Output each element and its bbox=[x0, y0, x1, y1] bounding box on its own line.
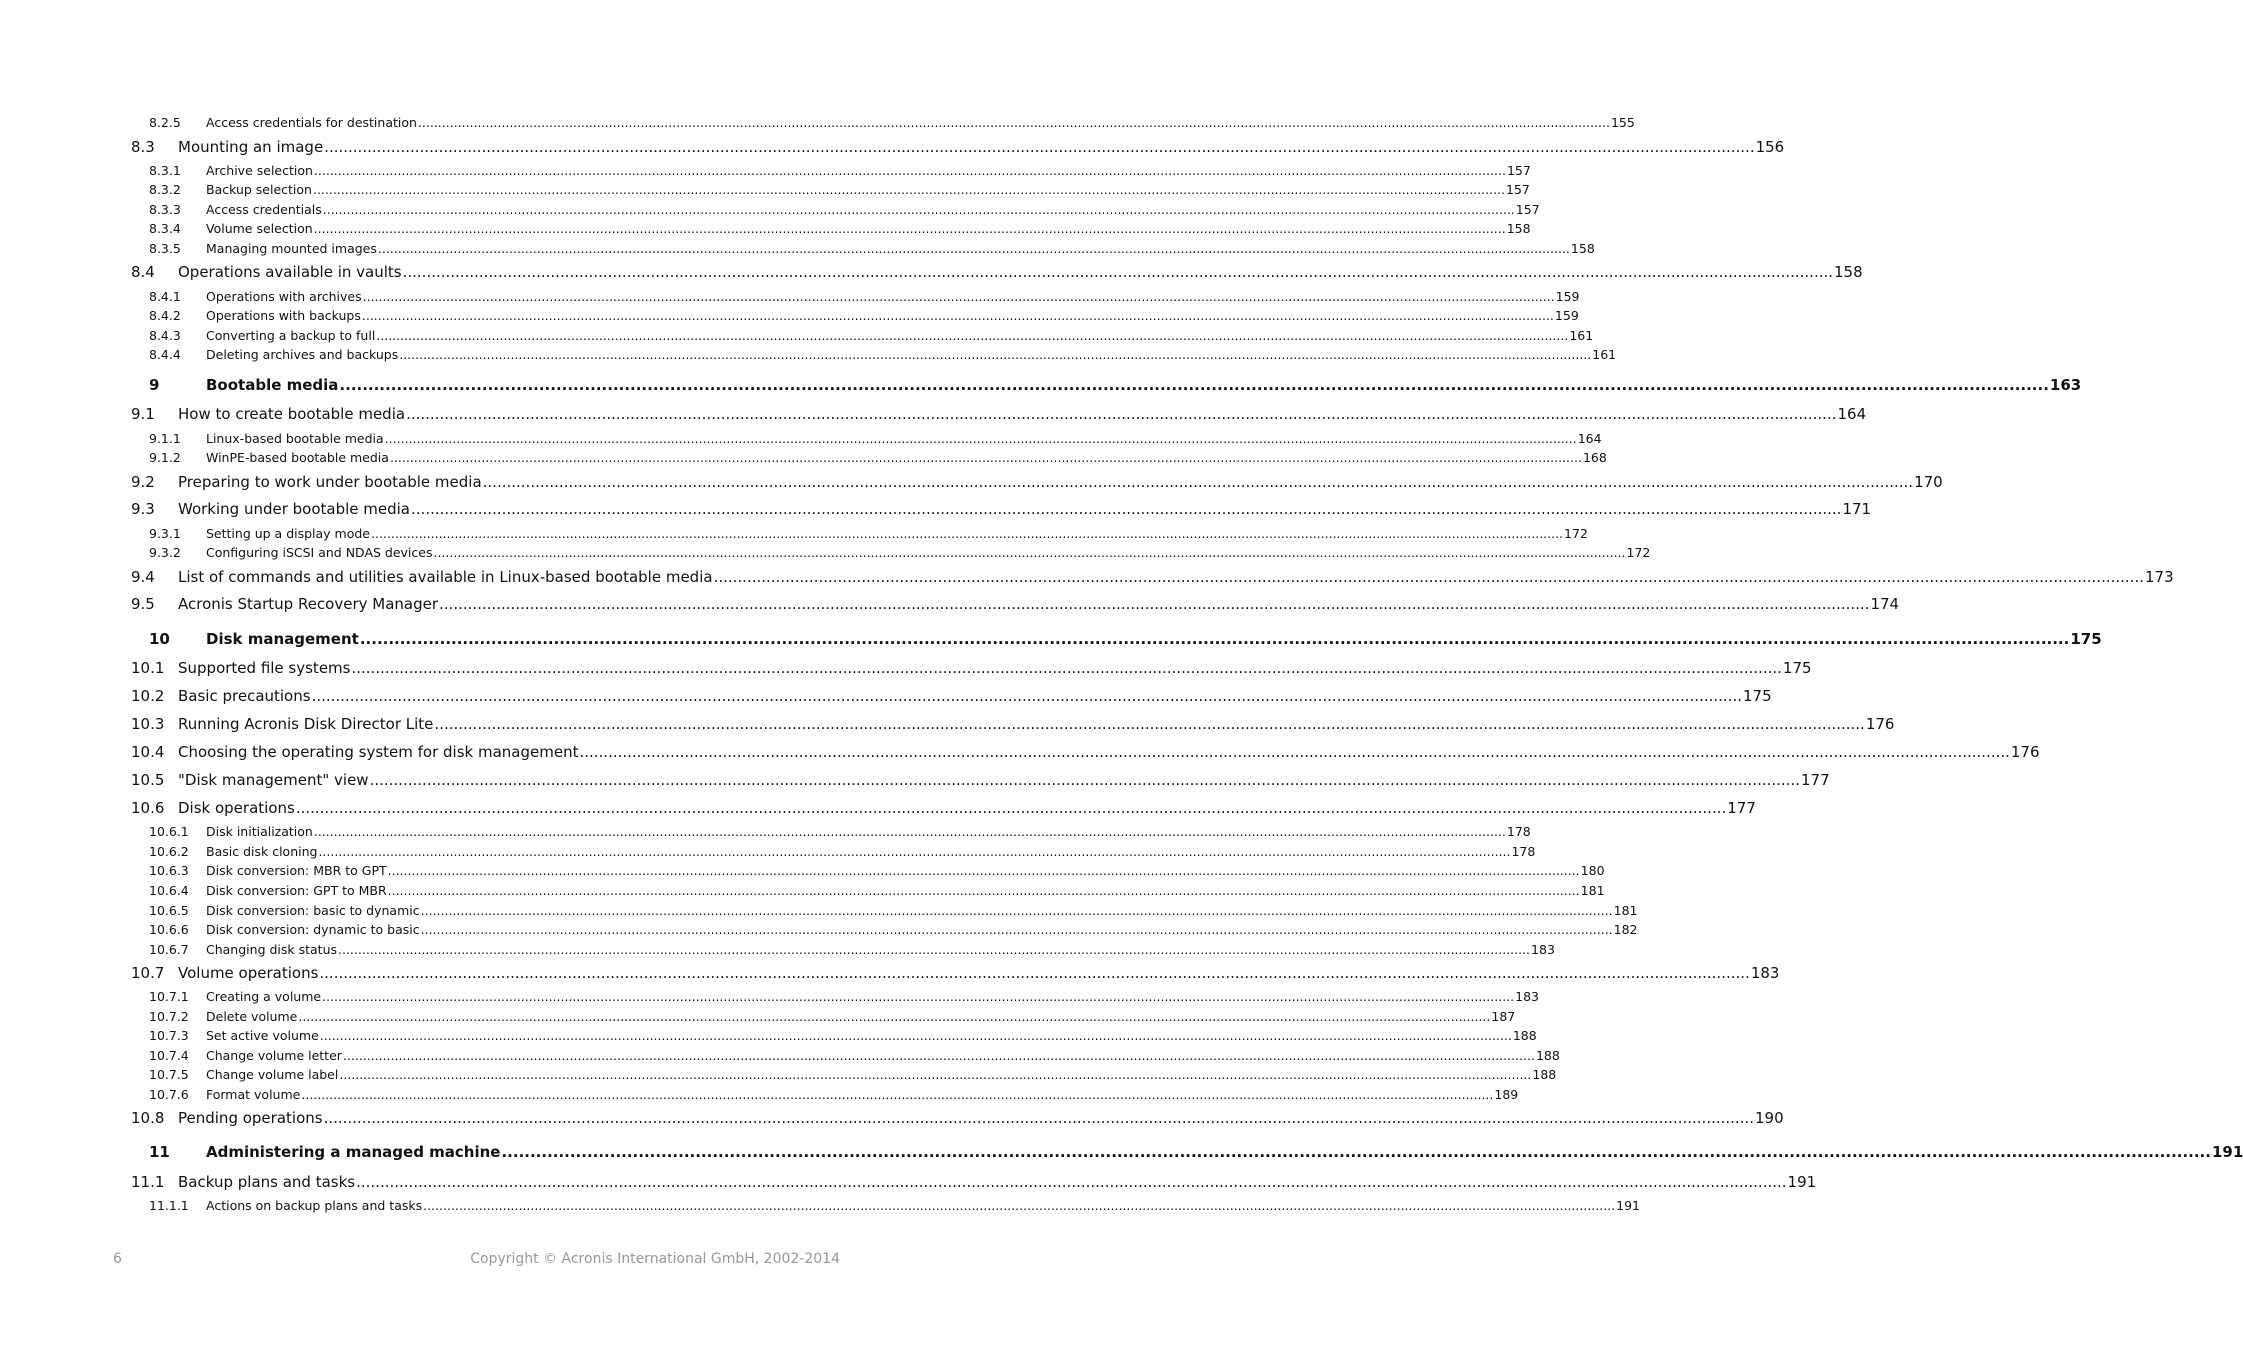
toc-entry-page: 183 bbox=[1531, 942, 1555, 957]
toc-entry-number: 8.3.4 bbox=[149, 221, 181, 236]
toc-entry-number: 8.3.2 bbox=[149, 182, 181, 197]
toc-leader-dots: ............................................................................................................................................................................................................................................................................................................ bbox=[417, 115, 1610, 130]
toc-entry-page: 178 bbox=[1511, 844, 1536, 859]
toc-entry-title: Archive selection bbox=[206, 163, 313, 178]
toc-entry-title: Converting a backup to full bbox=[206, 328, 376, 343]
toc-entry-title: Disk conversion: GPT to MBR bbox=[206, 883, 387, 898]
toc-entry-title: Pending operations bbox=[178, 1109, 323, 1127]
toc-entry-page: 177 bbox=[1727, 799, 1756, 817]
toc-entry-number: 9.3 bbox=[131, 500, 155, 518]
footer-copyright: Copyright © Acronis International GmbH, 2002-2014 bbox=[470, 1251, 840, 1267]
toc-entry-title: Format volume bbox=[206, 1087, 301, 1102]
toc-entry-title: Acronis Startup Recovery Manager bbox=[178, 595, 439, 613]
toc-entry-page: 170 bbox=[1914, 473, 1943, 491]
toc-entry-title: Setting up a display mode bbox=[206, 526, 371, 541]
toc-leader-dots: ............................................................................................................................................................................................................................................................................................................ bbox=[713, 568, 2144, 586]
toc-entry-page: 156 bbox=[1755, 138, 1785, 156]
toc-entry-page: 182 bbox=[1613, 922, 1638, 937]
toc-entry-title: Bootable media bbox=[206, 376, 339, 394]
toc-entry-number: 8.3.3 bbox=[149, 202, 181, 217]
toc-leader-dots: ............................................................................................................................................................................................................................................................................................................ bbox=[579, 743, 2010, 761]
toc-leader-dots: ............................................................................................................................................................................................................................................................................................................ bbox=[482, 473, 1914, 491]
toc-leader-dots: ............................................................................................................................................................................................................................................................................................................ bbox=[420, 922, 1613, 937]
toc-entry-title: Operations available in vaults bbox=[178, 263, 402, 281]
toc-entry-number: 10.6.3 bbox=[149, 863, 189, 878]
toc-entry-number: 9.1 bbox=[131, 405, 155, 423]
toc-leader-dots: ............................................................................................................................................................................................................................................................................................................ bbox=[433, 545, 1626, 560]
toc-entry-page: 176 bbox=[2010, 743, 2040, 761]
toc-entry-page: 161 bbox=[1592, 347, 1617, 362]
toc-entry-number: 8.3.5 bbox=[149, 241, 181, 256]
toc-entry-page: 177 bbox=[1801, 771, 1830, 789]
toc-entry-number: 8.4.1 bbox=[149, 289, 181, 304]
toc-entry-title: Operations with backups bbox=[206, 308, 361, 323]
toc-entry-title: Disk conversion: basic to dynamic bbox=[206, 903, 420, 918]
toc-entry-number: 11 bbox=[149, 1143, 170, 1161]
toc-entry-page: 157 bbox=[1506, 182, 1530, 197]
toc-entry-number: 8.4.2 bbox=[149, 308, 181, 323]
toc-leader-dots: ............................................................................................................................................................................................................................................................................................................ bbox=[312, 182, 1506, 197]
toc-leader-dots: ............................................................................................................................................................................................................................................................................................................ bbox=[387, 883, 1580, 898]
toc-leader-dots: ............................................................................................................................................................................................................................................................................................................ bbox=[351, 659, 1782, 677]
toc-leader-dots: ............................................................................................................................................................................................................................................................................................................ bbox=[318, 844, 1511, 859]
toc-entry-title: Actions on backup plans and tasks bbox=[206, 1198, 423, 1213]
toc-entry-number: 8.4.4 bbox=[149, 347, 181, 362]
toc-entry-page: 159 bbox=[1554, 308, 1579, 323]
toc-leader-dots: ............................................................................................................................................................................................................................................................................................................ bbox=[313, 163, 1506, 178]
toc-entry-page: 191 bbox=[1616, 1198, 1641, 1213]
toc-entry-title: Choosing the operating system for disk management bbox=[178, 743, 579, 761]
toc-entry-title: Change volume label bbox=[206, 1067, 339, 1082]
toc-entry-title: Basic precautions bbox=[178, 687, 311, 705]
toc-entry-number: 10.7.3 bbox=[149, 1028, 189, 1043]
toc-entry-title: Backup plans and tasks bbox=[178, 1173, 356, 1191]
toc-entry-number: 10.3 bbox=[131, 715, 165, 733]
toc-entry-page: 189 bbox=[1494, 1087, 1519, 1102]
toc-entry-number: 10.8 bbox=[131, 1109, 165, 1127]
toc-leader-dots: ............................................................................................................................................................................................................................................................................................................ bbox=[356, 1173, 1787, 1191]
toc-entry-number: 10.7 bbox=[131, 964, 165, 982]
toc-leader-dots: ............................................................................................................................................................................................................................................................................................................ bbox=[319, 1028, 1512, 1043]
toc-entry-title: List of commands and utilities available in Linux-based bootable media bbox=[178, 568, 713, 586]
toc-leader-dots: ............................................................................................................................................................................................................................................................................................................ bbox=[371, 526, 1564, 541]
toc-entry-page: 175 bbox=[1782, 659, 1812, 677]
toc-entry-number: 9.3.1 bbox=[149, 526, 181, 541]
toc-leader-dots: ............................................................................................................................................................................................................................................................................................................ bbox=[359, 630, 2070, 648]
toc-entry-number: 10.7.5 bbox=[149, 1067, 189, 1082]
toc-entry-number: 10.6.2 bbox=[149, 844, 189, 859]
toc-entry-title: WinPE-based bootable media bbox=[206, 450, 389, 465]
toc-entry-title: Set active volume bbox=[206, 1028, 319, 1043]
toc-entry-title: Working under bootable media bbox=[178, 500, 411, 518]
toc-entry-page: 176 bbox=[1865, 715, 1895, 733]
toc-entry-number: 9.3.2 bbox=[149, 545, 181, 560]
toc-entry-number: 10 bbox=[149, 630, 170, 648]
toc-entry-number: 10.7.6 bbox=[149, 1087, 189, 1102]
toc-leader-dots: ............................................................................................................................................................................................................................................................................................................ bbox=[361, 308, 1554, 323]
toc-entry-title: Disk conversion: dynamic to basic bbox=[206, 922, 420, 937]
toc-entry-title: Volume selection bbox=[206, 221, 313, 236]
toc-entry-number: 10.6.7 bbox=[149, 942, 189, 957]
toc-entry-title: Changing disk status bbox=[206, 942, 338, 957]
toc-entry-page: 188 bbox=[1532, 1067, 1557, 1082]
toc-entry-number: 9 bbox=[149, 376, 160, 394]
toc-entry-number: 10.4 bbox=[131, 743, 165, 761]
toc-leader-dots: ............................................................................................................................................................................................................................................................................................................ bbox=[399, 347, 1592, 362]
toc-entry-page: 157 bbox=[1506, 163, 1531, 178]
toc-leader-dots: ............................................................................................................................................................................................................................................................................................................ bbox=[362, 289, 1555, 304]
toc-entry-page: 188 bbox=[1535, 1048, 1560, 1063]
toc-entry-title: Change volume letter bbox=[206, 1048, 342, 1063]
toc-entry-number: 10.2 bbox=[131, 687, 165, 705]
toc-leader-dots: ............................................................................................................................................................................................................................................................................................................ bbox=[298, 1009, 1491, 1024]
toc-entry-number: 10.6.1 bbox=[149, 824, 189, 839]
toc-entry-title: Deleting archives and backups bbox=[206, 347, 399, 362]
toc-entry-number: 10.6.5 bbox=[149, 903, 189, 918]
toc-entry-number: 10.5 bbox=[131, 771, 165, 789]
toc-leader-dots: ............................................................................................................................................................................................................................................................................................................ bbox=[439, 595, 1870, 613]
toc-leader-dots: ............................................................................................................................................................................................................................................................................................................ bbox=[295, 799, 1727, 817]
toc-entry-title: Configuring iSCSI and NDAS devices bbox=[206, 545, 433, 560]
toc-entry-title: Delete volume bbox=[206, 1009, 298, 1024]
toc-leader-dots: ............................................................................................................................................................................................................................................................................................................ bbox=[423, 1198, 1616, 1213]
toc-leader-dots: ............................................................................................................................................................................................................................................................................................................ bbox=[301, 1087, 1494, 1102]
toc-entry-title: How to create bootable media bbox=[178, 405, 406, 423]
toc-entry-page: 181 bbox=[1613, 903, 1638, 918]
toc-entry-page: 158 bbox=[1506, 221, 1531, 236]
toc-entry-page: 174 bbox=[1870, 595, 1900, 613]
toc-entry-title: Operations with archives bbox=[206, 289, 362, 304]
toc-entry-page: 164 bbox=[1837, 405, 1867, 423]
toc-leader-dots: ............................................................................................................................................................................................................................................................................................................ bbox=[313, 824, 1506, 839]
toc-entry-page: 180 bbox=[1580, 863, 1605, 878]
toc-leader-dots: ............................................................................................................................................................................................................................................................................................................ bbox=[338, 942, 1531, 957]
toc-entry-title: Disk management bbox=[206, 630, 359, 648]
toc-entry-number: 9.5 bbox=[131, 595, 155, 613]
toc-entry-page: 172 bbox=[1626, 545, 1651, 560]
toc-entry-page: 158 bbox=[1570, 241, 1595, 256]
toc-entry-number: 8.3.1 bbox=[149, 163, 181, 178]
toc-entry-page: 163 bbox=[2049, 376, 2082, 394]
toc-entry-number: 10.6.6 bbox=[149, 922, 189, 937]
toc-entry-page: 168 bbox=[1582, 450, 1607, 465]
toc-entry-number: 11.1.1 bbox=[149, 1198, 189, 1213]
toc-entry-page: 158 bbox=[1834, 263, 1863, 281]
toc-entry-title: Mounting an image bbox=[178, 138, 324, 156]
toc-entry-number: 9.2 bbox=[131, 473, 155, 491]
toc-entry-page: 190 bbox=[1755, 1109, 1784, 1127]
toc-entry-number: 8.3 bbox=[131, 138, 155, 156]
toc-leader-dots: ............................................................................................................................................................................................................................................................................................................ bbox=[313, 221, 1506, 236]
toc-entry-page: 191 bbox=[1787, 1173, 1817, 1191]
toc-leader-dots: ............................................................................................................................................................................................................................................................................................................ bbox=[406, 405, 1837, 423]
toc-entry-page: 183 bbox=[1750, 964, 1780, 982]
toc-leader-dots: ............................................................................................................................................................................................................................................................................................................ bbox=[323, 1109, 1754, 1127]
toc-leader-dots: ............................................................................................................................................................................................................................................................................................................ bbox=[339, 1067, 1532, 1082]
toc-leader-dots: ............................................................................................................................................................................................................................................................................................................ bbox=[376, 328, 1569, 343]
toc-entry-title: Supported file systems bbox=[178, 659, 351, 677]
toc-entry-number: 9.1.2 bbox=[149, 450, 181, 465]
toc-entry-number: 10.6 bbox=[131, 799, 165, 817]
toc-entry-page: 171 bbox=[1842, 500, 1872, 518]
toc-leader-dots: ............................................................................................................................................................................................................................................................................................................ bbox=[434, 715, 1865, 733]
toc-leader-dots: ............................................................................................................................................................................................................................................................................................................ bbox=[339, 376, 2049, 394]
toc-leader-dots: ............................................................................................................................................................................................................................................................................................................ bbox=[322, 989, 1515, 1004]
toc-entry-number: 10.7.2 bbox=[149, 1009, 189, 1024]
toc-leader-dots: ............................................................................................................................................................................................................................................................................................................ bbox=[384, 431, 1577, 446]
toc-entry-title: Backup selection bbox=[206, 182, 312, 197]
toc-entry-title: Creating a volume bbox=[206, 989, 322, 1004]
toc-entry-page: 159 bbox=[1555, 289, 1580, 304]
toc-entry-page: 161 bbox=[1569, 328, 1594, 343]
toc-entry-number: 10.7.1 bbox=[149, 989, 189, 1004]
toc-entry-page: 175 bbox=[2070, 630, 2102, 648]
toc-entry-title: Basic disk cloning bbox=[206, 844, 318, 859]
toc-entry-title: Disk conversion: MBR to GPT bbox=[206, 863, 387, 878]
toc-entry-title: Disk initialization bbox=[206, 824, 313, 839]
toc-entry-page: 175 bbox=[1742, 687, 1772, 705]
toc-entry-page: 188 bbox=[1512, 1028, 1537, 1043]
toc-leader-dots: ............................................................................................................................................................................................................................................................................................................ bbox=[389, 450, 1582, 465]
toc-entry-number: 8.4.3 bbox=[149, 328, 181, 343]
toc-entry-page: 187 bbox=[1491, 1009, 1516, 1024]
toc-entry-title: Disk operations bbox=[178, 799, 295, 817]
toc-leader-dots: ............................................................................................................................................................................................................................................................................................................ bbox=[411, 500, 1842, 518]
toc-leader-dots: ............................................................................................................................................................................................................................................................................................................ bbox=[501, 1143, 2211, 1161]
toc-entry-page: 178 bbox=[1506, 824, 1531, 839]
toc-leader-dots: ............................................................................................................................................................................................................................................................................................................ bbox=[420, 903, 1613, 918]
toc-leader-dots: ............................................................................................................................................................................................................................................................................................................ bbox=[324, 138, 1755, 156]
toc-leader-dots: ............................................................................................................................................................................................................................................................................................................ bbox=[387, 863, 1580, 878]
toc-leader-dots: ............................................................................................................................................................................................................................................................................................................ bbox=[377, 241, 1570, 256]
toc-entry-number: 8.2.5 bbox=[149, 115, 181, 130]
toc-leader-dots: ............................................................................................................................................................................................................................................................................................................ bbox=[402, 263, 1834, 281]
toc-entry-title: Managing mounted images bbox=[206, 241, 377, 256]
footer-page-number: 6 bbox=[113, 1251, 122, 1267]
toc-entry-title: Access credentials for destination bbox=[206, 115, 417, 130]
toc-entry-number: 11.1 bbox=[131, 1173, 165, 1191]
toc-entry-page: 164 bbox=[1577, 431, 1602, 446]
toc-entry-number: 10.1 bbox=[131, 659, 165, 677]
toc-leader-dots: ............................................................................................................................................................................................................................................................................................................ bbox=[311, 687, 1742, 705]
toc-entry-page: 191 bbox=[2211, 1143, 2243, 1161]
toc-entry-number: 10.6.4 bbox=[149, 883, 189, 898]
toc-entry-title: Access credentials bbox=[206, 202, 322, 217]
toc-entry-number: 9.4 bbox=[131, 568, 155, 586]
toc-entry-page: 183 bbox=[1515, 989, 1539, 1004]
toc-leader-dots: ............................................................................................................................................................................................................................................................................................................ bbox=[342, 1048, 1535, 1063]
toc-entry-page: 172 bbox=[1564, 526, 1588, 541]
toc-leader-dots: ............................................................................................................................................................................................................................................................................................................ bbox=[369, 771, 1800, 789]
toc-entry-title: Preparing to work under bootable media bbox=[178, 473, 482, 491]
toc-entry-title: Running Acronis Disk Director Lite bbox=[178, 715, 434, 733]
toc-entry-title: Administering a managed machine bbox=[206, 1143, 501, 1161]
toc-entry-number: 9.1.1 bbox=[149, 431, 181, 446]
toc-entry-page: 157 bbox=[1515, 202, 1540, 217]
toc-leader-dots: ............................................................................................................................................................................................................................................................................................................ bbox=[319, 964, 1750, 982]
toc-entry-page: 173 bbox=[2144, 568, 2174, 586]
toc-entry-title: Volume operations bbox=[178, 964, 319, 982]
toc-entry-number: 8.4 bbox=[131, 263, 155, 281]
toc-entry-title: Linux-based bootable media bbox=[206, 431, 384, 446]
toc-entry-title: "Disk management" view bbox=[178, 771, 369, 789]
toc-entry-page: 181 bbox=[1580, 883, 1605, 898]
toc-entry-page: 155 bbox=[1610, 115, 1635, 130]
toc-entry-number: 10.7.4 bbox=[149, 1048, 189, 1063]
toc-leader-dots: ............................................................................................................................................................................................................................................................................................................ bbox=[322, 202, 1515, 217]
